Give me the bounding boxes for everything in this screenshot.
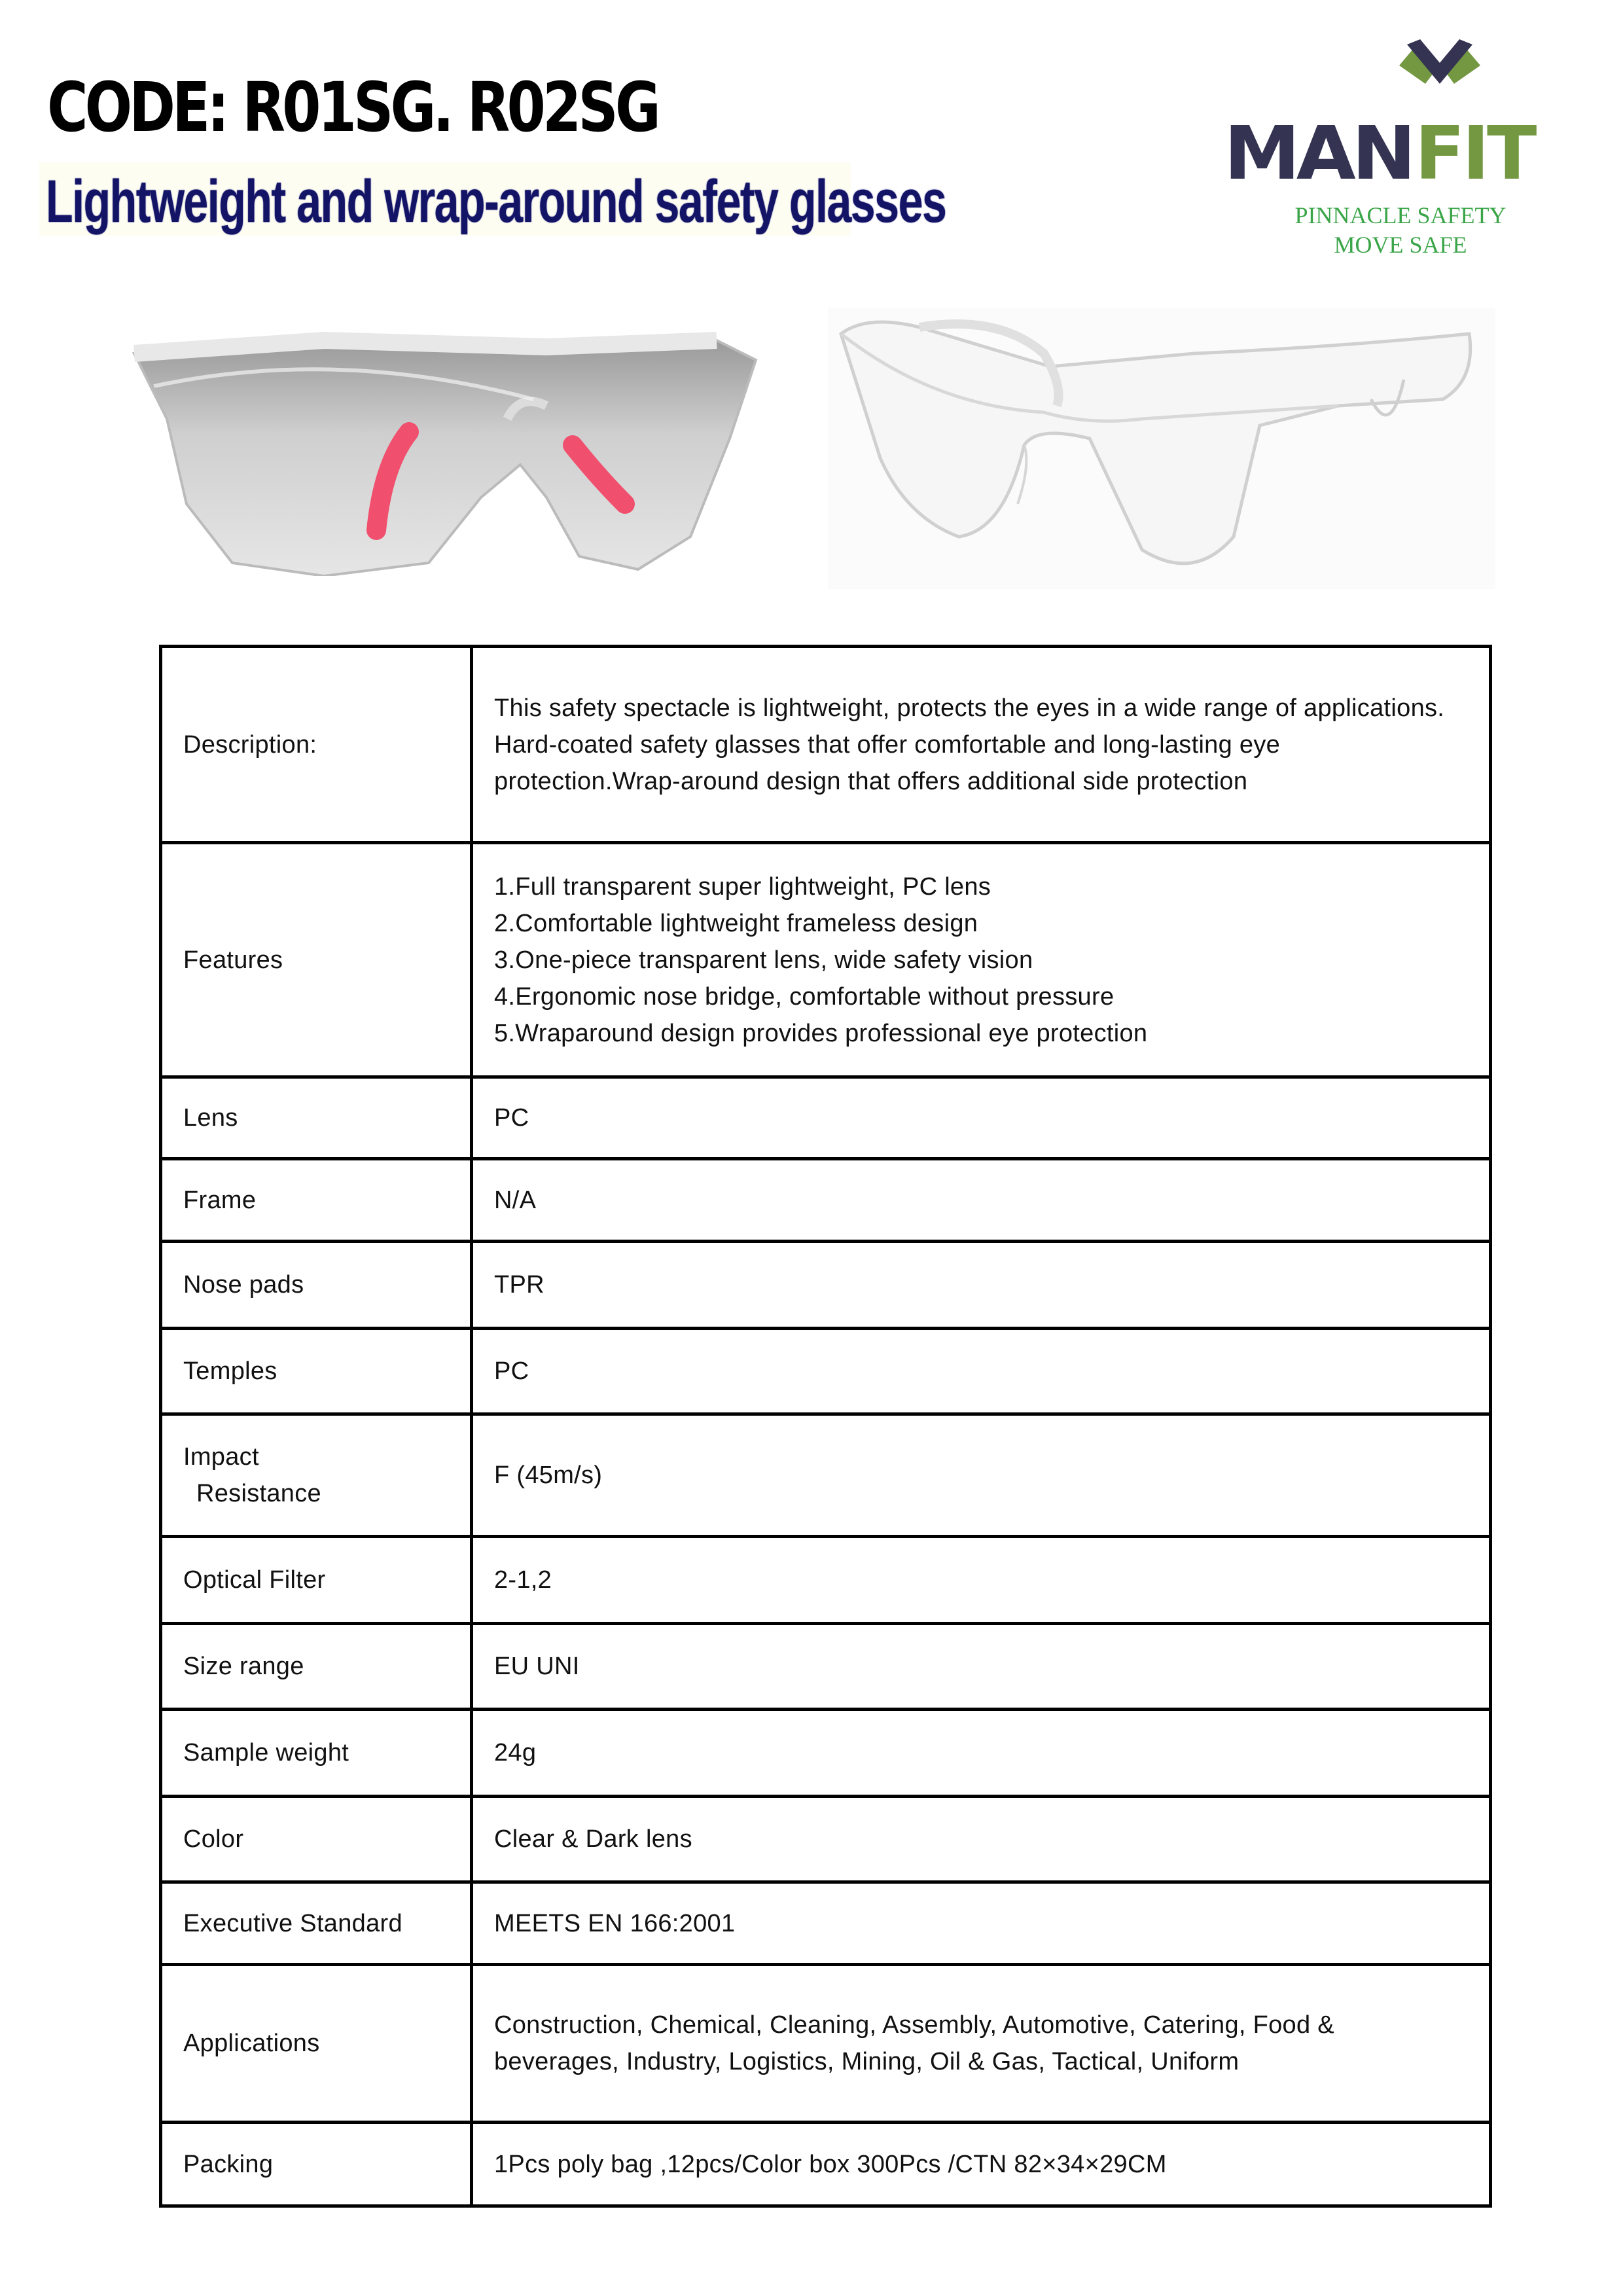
row-value: 24g — [472, 1710, 1491, 1797]
table-row-frame — [161, 1159, 1491, 1242]
table-row-size-range — [161, 1624, 1491, 1710]
row-label: Impact Resistance — [161, 1414, 472, 1537]
product-subtitle: Lightweight and wrap-around safety glasses — [46, 168, 946, 235]
specification-table — [159, 645, 1492, 2208]
row-value: 1Pcs poly bag ,12pcs/Color box 300Pcs /CTN 82×34×29CM — [472, 2123, 1491, 2206]
row-value: 2-1,2 — [472, 1537, 1491, 1624]
row-label: Sample weight — [161, 1710, 472, 1797]
row-value: PC — [472, 1329, 1491, 1414]
table-row-sample-weight — [161, 1710, 1491, 1797]
tagline-move-safe: MOVE SAFE — [1334, 232, 1467, 258]
row-label: Executive Standard — [161, 1882, 472, 1965]
row-value: This safety spectacle is lightweight, protects the eyes in a wide range of applications. Hard-coated safety glasses that offer comfortable and long-lasting eye protection.Wrap-around design that offers additional side protection — [472, 647, 1491, 843]
row-label: Description: — [161, 647, 472, 843]
table-row-impact-resistance — [161, 1414, 1491, 1537]
row-value: F (45m/s) — [472, 1414, 1491, 1537]
brand-man: MAN — [1224, 111, 1412, 196]
row-value: Clear & Dark lens — [472, 1797, 1491, 1882]
row-value: TPR — [472, 1242, 1491, 1329]
table-row-nose-pads — [161, 1242, 1491, 1329]
product-code-title: CODE: R01SG. R02SG — [47, 67, 658, 147]
row-value: MEETS EN 166:2001 — [472, 1882, 1491, 1965]
row-label: Nose pads — [161, 1242, 472, 1329]
brand-fit: FIT — [1414, 111, 1535, 196]
product-image-clear-wraparound-glasses — [828, 308, 1495, 589]
row-value-list — [472, 843, 1491, 1077]
table-row-executive-standard — [161, 1882, 1491, 1965]
table-row-lens — [161, 1077, 1491, 1159]
feature-item: 5.Wraparound design provides professional eye protection — [494, 1019, 1148, 1047]
row-label: Features — [161, 843, 472, 1077]
row-value: Construction, Chemical, Cleaning, Assembly, Automotive, Catering, Food & beverages, Industry, Logistics, Mining, Oil & Gas, Tactical, Uniform — [472, 1965, 1491, 2123]
table-row-features — [161, 843, 1491, 1077]
table-row-temples — [161, 1329, 1491, 1414]
feature-item: 2.Comfortable lightweight frameless design — [494, 909, 978, 937]
manfit-mountain-icon — [1387, 39, 1492, 105]
row-label: Packing — [161, 2123, 472, 2206]
row-value: N/A — [472, 1159, 1491, 1242]
table-row-description — [161, 647, 1491, 843]
row-label: Frame — [161, 1159, 472, 1242]
row-label: Size range — [161, 1624, 472, 1710]
product-image-red-nosepad-glasses — [128, 314, 782, 576]
table-row-applications — [161, 1965, 1491, 2123]
row-label: Temples — [161, 1329, 472, 1414]
row-label: Color — [161, 1797, 472, 1882]
table-row-packing — [161, 2123, 1491, 2206]
row-label: Lens — [161, 1077, 472, 1159]
feature-item: 4.Ergonomic nose bridge, comfortable without pressure — [494, 982, 1115, 1011]
manfit-logo — [1224, 39, 1590, 275]
product-subtitle-banner — [39, 162, 946, 236]
feature-item: 1.Full transparent super lightweight, PC lens — [494, 872, 991, 901]
row-label: Applications — [161, 1965, 472, 2123]
table-row-optical-filter — [161, 1537, 1491, 1624]
tagline-pinnacle: PINNACLE SAFETY — [1294, 202, 1507, 228]
manfit-wordmark — [1224, 111, 1535, 196]
row-value: EU UNI — [472, 1624, 1491, 1710]
table-row-color — [161, 1797, 1491, 1882]
feature-item: 3.One-piece transparent lens, wide safety vision — [494, 946, 1033, 974]
row-label: Optical Filter — [161, 1537, 472, 1624]
row-value: PC — [472, 1077, 1491, 1159]
